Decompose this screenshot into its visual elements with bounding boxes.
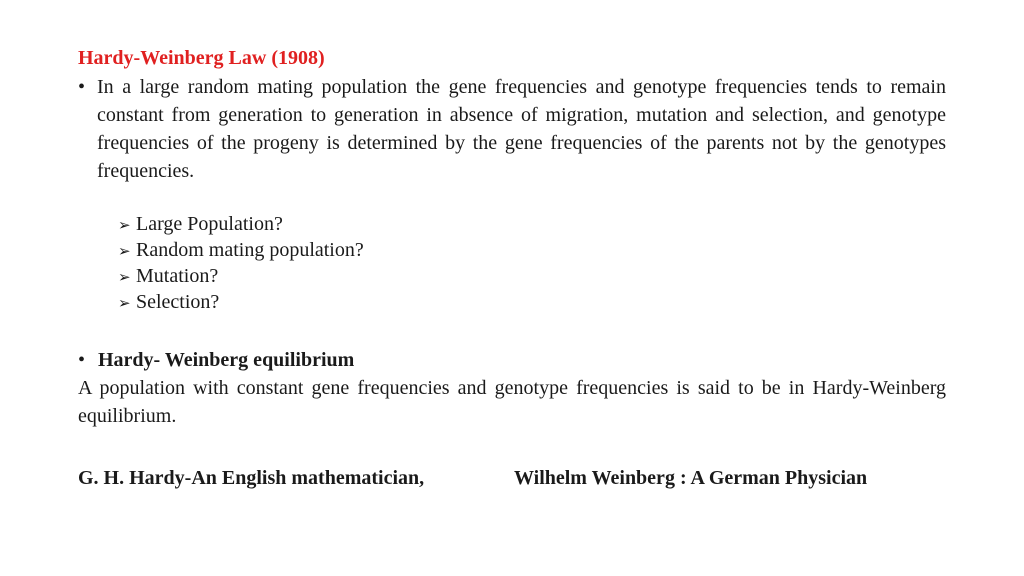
arrow-bullet-icon: ➢ — [118, 242, 131, 260]
question-item — [118, 264, 364, 290]
question-text: Mutation? — [136, 265, 219, 287]
equilibrium-heading — [78, 346, 354, 374]
footer-hardy: G. H. Hardy-An English mathematician, — [78, 467, 425, 489]
arrow-bullet-icon: ➢ — [118, 268, 131, 286]
arrow-bullet-icon: ➢ — [118, 294, 131, 312]
definition-paragraph: In a large random mating population the gene frequencies and genotype frequencies tends to remain constant from generation to generation in absence of migration, mutation and selection, and genotype frequencies of the progeny is determined by the gene frequencies of the parents not by the genotypes frequencies. — [97, 76, 946, 182]
bullet-dot: • — [78, 349, 86, 371]
arrow-bullet-icon: ➢ — [118, 216, 131, 234]
bullet-dot: • — [78, 76, 86, 98]
footer-weinberg: Wilhelm Weinberg : A German Physician — [514, 467, 868, 489]
equilibrium-paragraph: A population with constant gene frequencies and genotype frequencies is said to be in Hardy-Weinberg equilibrium. — [78, 377, 946, 427]
equilibrium-heading-text: Hardy- Weinberg equilibrium — [98, 349, 355, 371]
question-text: Selection? — [136, 291, 220, 313]
question-item — [118, 212, 364, 238]
question-text: Random mating population? — [136, 239, 364, 261]
slide-title: Hardy-Weinberg Law (1908) — [78, 47, 325, 69]
question-text: Large Population? — [136, 213, 283, 235]
question-list — [118, 212, 364, 316]
question-item — [118, 290, 364, 316]
question-item — [118, 238, 364, 264]
